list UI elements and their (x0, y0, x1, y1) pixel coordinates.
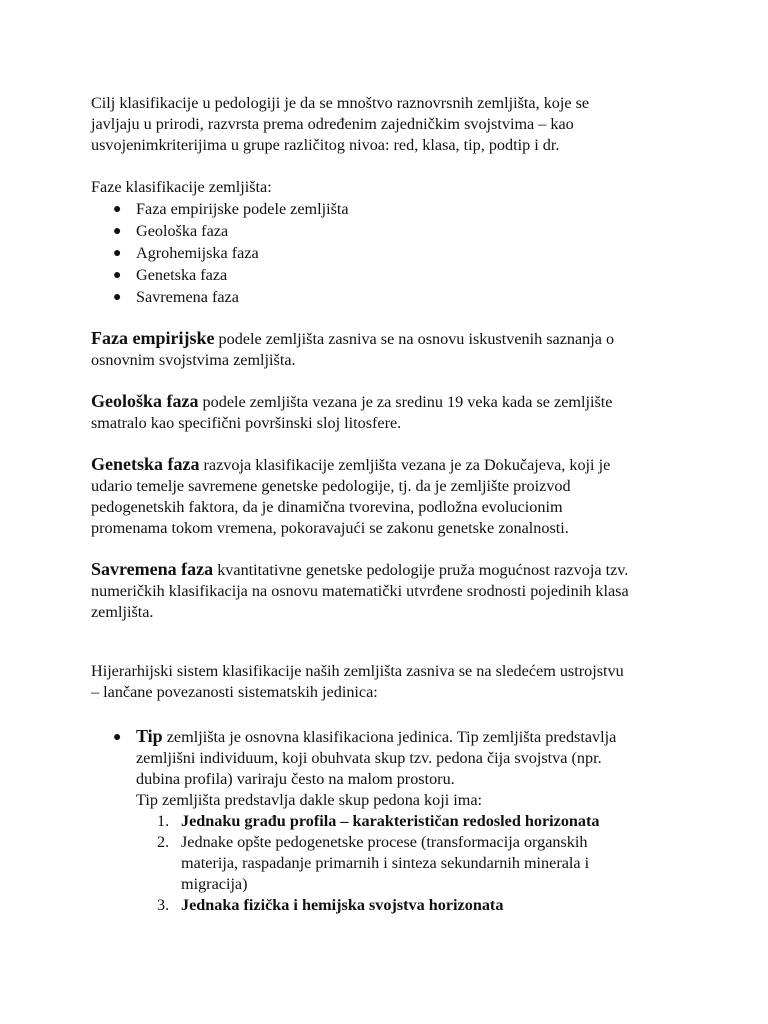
tip-line-2: zemljišni individuum, koji obuhvata skup tzv. pedona čija svojstva (npr. (136, 749, 602, 767)
tip-heading: Tip (136, 726, 163, 746)
list-item (136, 811, 691, 832)
hierarchy-line-1: Hijerarhijski sistem klasifikacije naših zemljišta zasniva se na sledećem ustrojstvu (91, 662, 624, 680)
list-item (91, 243, 691, 265)
modern-heading: Savremena faza (91, 559, 214, 579)
bullet-icon: ● (113, 202, 122, 217)
list-item-text: Agrohemijska faza (136, 244, 259, 262)
genetic-heading: Genetska faza (91, 454, 200, 474)
tip-text (136, 726, 691, 811)
list-item-text: Genetska faza (136, 266, 228, 284)
bullet-icon: ● (113, 224, 122, 239)
bullet-icon: ● (113, 290, 122, 305)
geological-line-1: podele zemljišta vezana je za sredinu 19 veka kada se zemljište (198, 393, 613, 411)
geological-heading: Geološka faza (91, 391, 199, 411)
list-item-text: Jednaku građu profila – karakterističan redosled horizonata (181, 812, 600, 830)
phases-title-b: zemljišta: (208, 178, 272, 196)
list-item-text: Jednaka fizička i hemijska svojstva horizonata (181, 896, 504, 914)
genetic-line-1: razvoja klasifikacije zemljišta vezana je za Dokučajeva, koji je (199, 456, 611, 474)
phases-title-a: Faze klasifikacije (91, 178, 209, 196)
bullet-icon: ● (113, 730, 122, 745)
genetic-line-3: pedogenetskih faktora, da je dinamična tvorevina, podložna evolucionim (91, 498, 563, 516)
modern-paragraph (91, 559, 691, 623)
list-item (91, 221, 691, 243)
list-item-text: Savremena faza (136, 288, 239, 306)
empirical-heading: Faza empirijske (91, 328, 215, 348)
empirical-paragraph (91, 328, 691, 371)
hierarchy-paragraph (91, 661, 691, 703)
tip-line-4: Tip zemljišta predstavlja dakle skup pedona koji ima: (136, 791, 483, 809)
intro-paragraph (91, 93, 691, 156)
list-item-text: Jednake opšte pedogenetske procese (transformacija organskih (181, 833, 588, 851)
empirical-line-2: osnovnim svojstvima zemljišta. (91, 351, 296, 369)
modern-line-1: kvantitativne genetske pedologije pruža mogućnost razvoja tzv. (213, 561, 629, 579)
tip-criteria-list (136, 811, 691, 916)
list-item (91, 287, 691, 309)
modern-line-2: numeričkih klasifikacija na osnovu matematički utvrđene srodnosti pojedinih klasa (91, 582, 629, 600)
list-number: 2. (157, 833, 170, 851)
intro-line-1: Cilj klasifikacije u pedologiji je da se mnoštvo raznovrsnih zemljišta, koje se (91, 94, 590, 112)
empirical-line-1: podele zemljišta zasniva se na osnovu iskustvenih saznanja o (214, 330, 615, 348)
list-item-text: Faza empirijske podele zemljišta (136, 200, 349, 218)
phases-title (91, 177, 691, 198)
list-number: 1. (157, 812, 170, 830)
genetic-line-2: udario temelje savremene genetske pedologije, tj. da je zemljište proizvod (91, 477, 571, 495)
bullet-icon: ● (113, 246, 122, 261)
list-item-text: migracija) (181, 875, 248, 893)
intro-line-2: javljaju u prirodi, razvrsta prema određenim zajedničkim svojstvima – kao (91, 115, 574, 133)
list-number: 3. (157, 896, 170, 914)
genetic-paragraph (91, 454, 691, 539)
tip-line-1: zemljišta je osnovna klasifikaciona jedinica. Tip zemljišta predstavlja (162, 728, 617, 746)
list-item (136, 895, 691, 916)
hierarchy-line-2: – lančane povezanosti sistematskih jedinica: (91, 683, 378, 701)
tip-list-item (91, 726, 691, 916)
list-item (91, 199, 691, 221)
bullet-icon: ● (113, 268, 122, 283)
genetic-line-4: promenama tokom vremena, pokoravajući se zakonu genetske zonalnosti. (91, 519, 569, 537)
intro-line-3: usvojenimkriterijima u grupe različitog nivoa: red, klasa, tip, podtip i dr. (91, 136, 560, 154)
list-item (136, 832, 691, 895)
list-item-text: materija, raspadanje primarnih i sinteza sekundarnih minerala i (181, 854, 590, 872)
list-item-text: Geološka faza (136, 222, 229, 240)
geological-line-2: smatralo kao specifični površinski sloj litosfere. (91, 414, 402, 432)
phases-list (91, 199, 691, 309)
tip-line-3: dubina profila) variraju često na malom prostoru. (136, 770, 455, 788)
list-item (91, 265, 691, 287)
geological-paragraph (91, 391, 691, 434)
modern-line-3: zemljišta. (91, 603, 154, 621)
